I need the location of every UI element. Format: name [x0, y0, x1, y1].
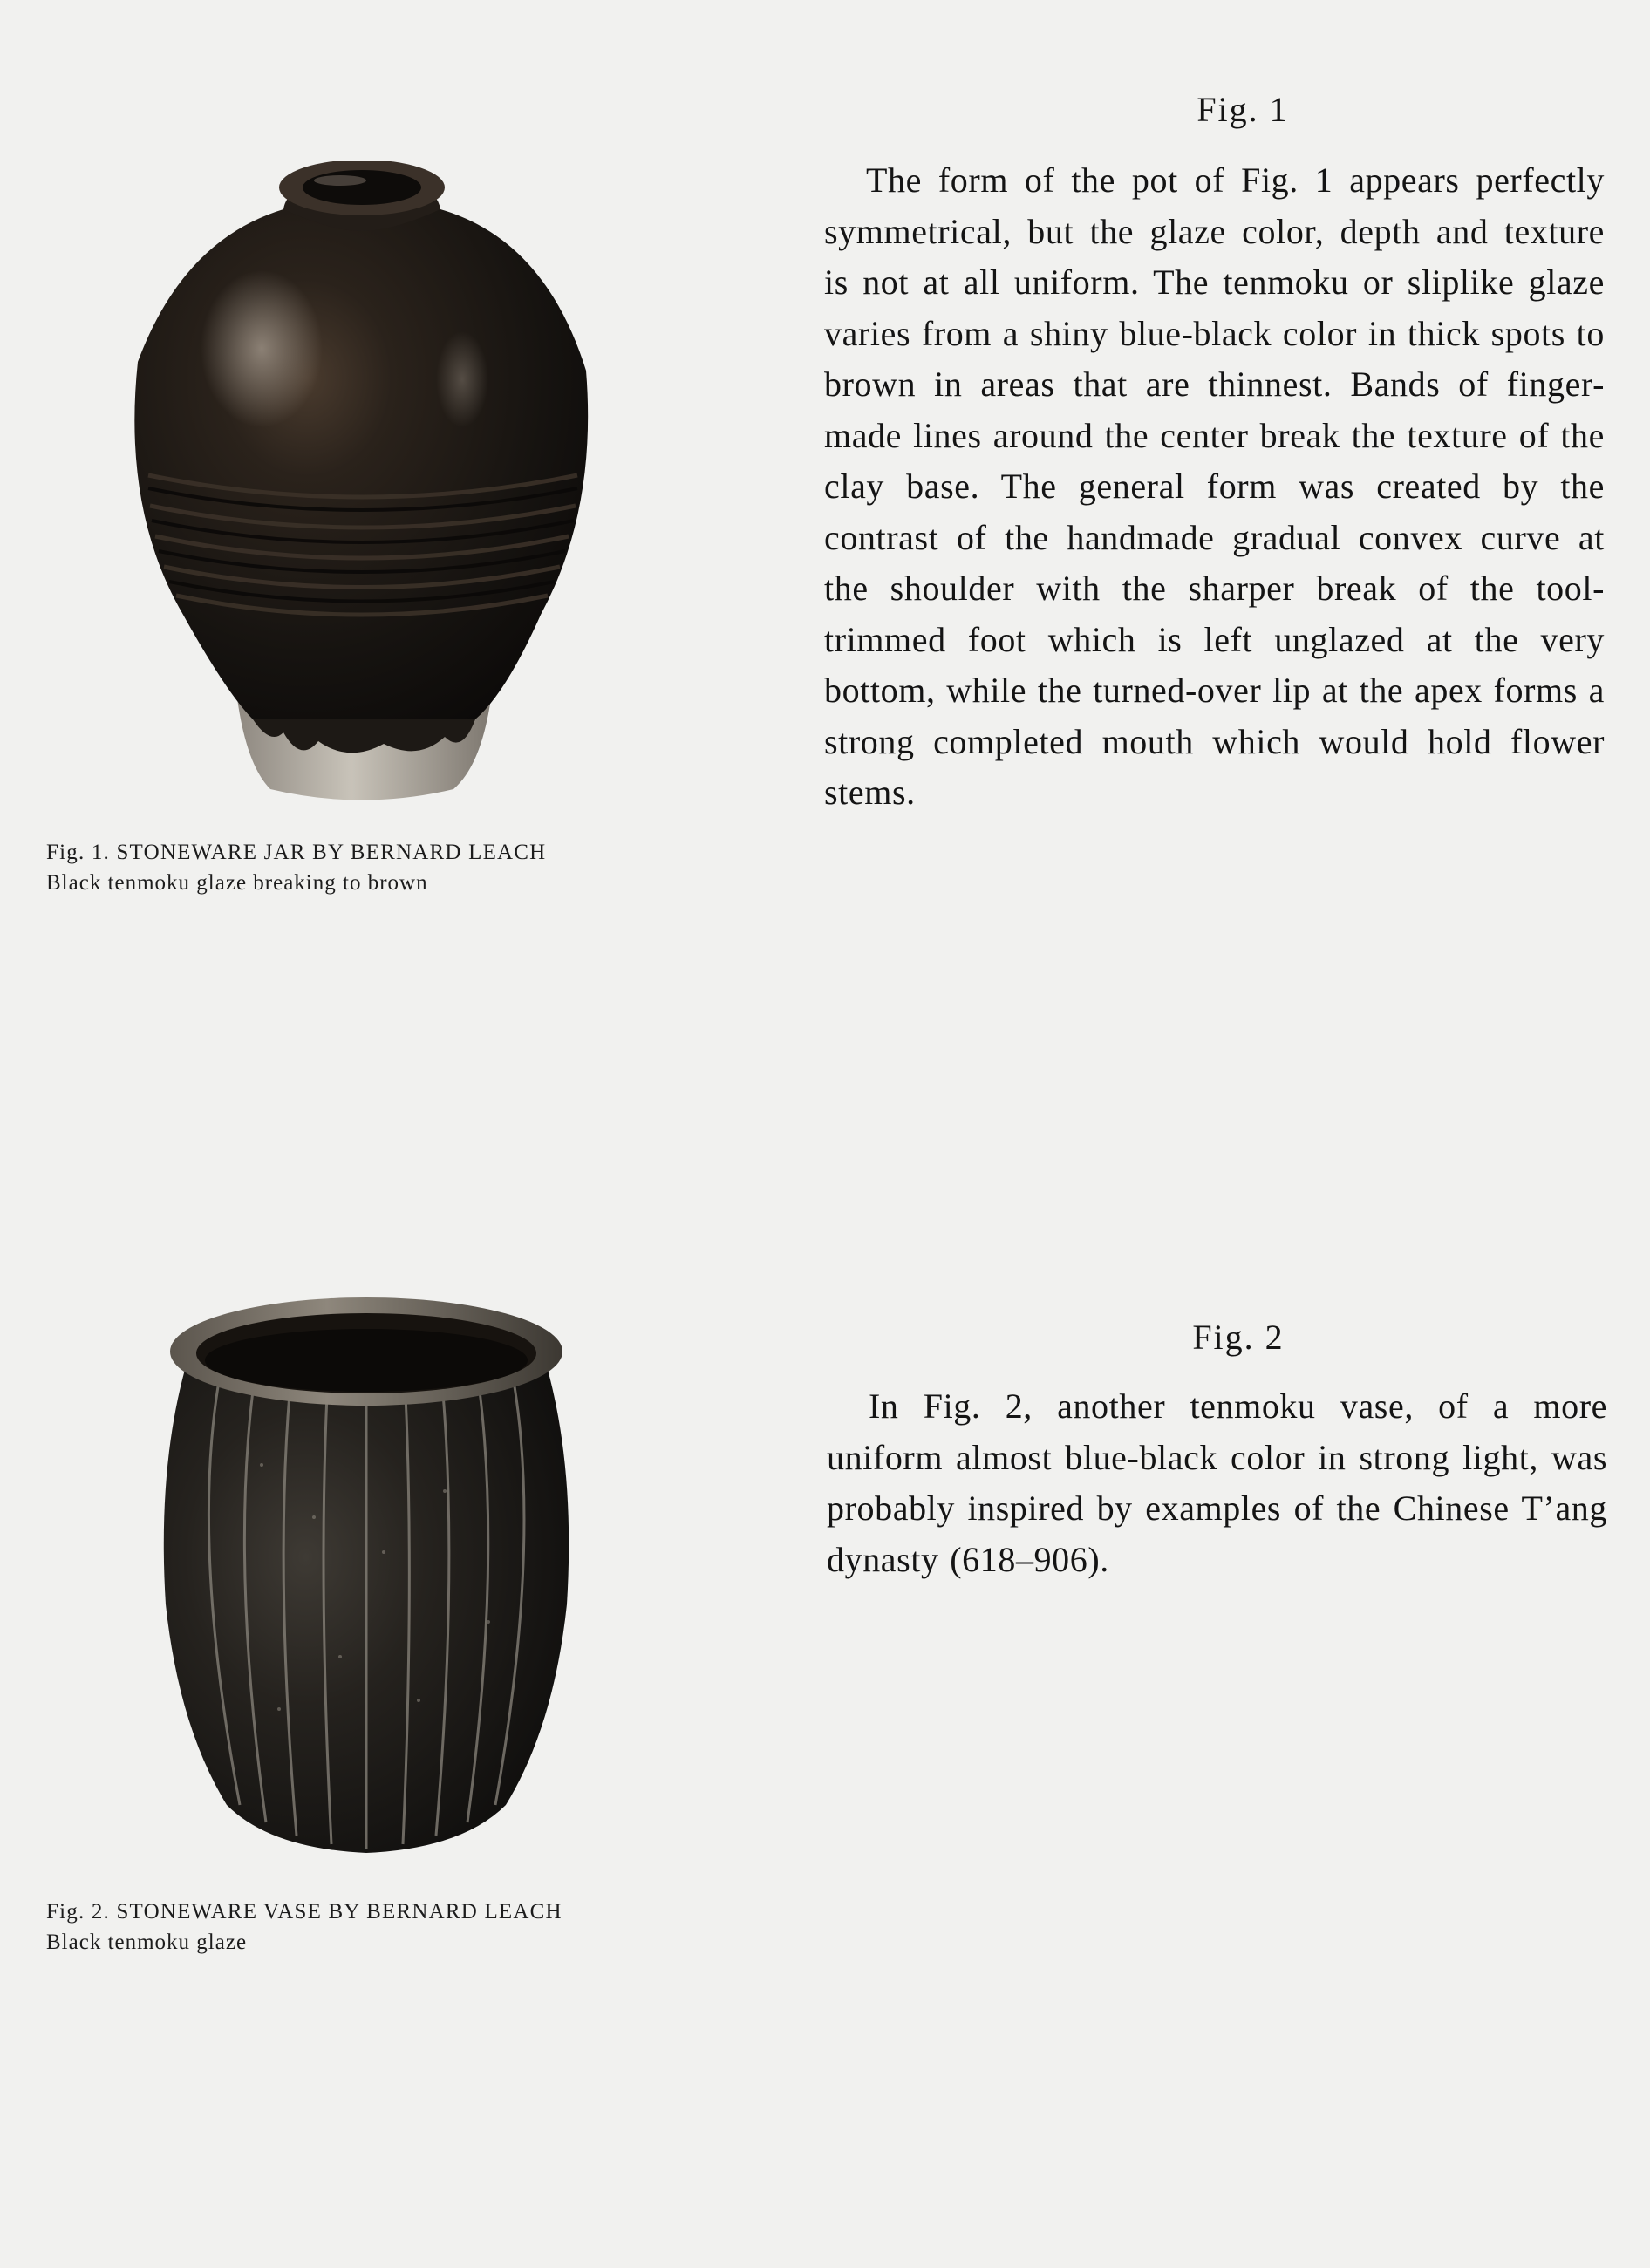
figure-2-paragraph: In Fig. 2, another tenmoku vase, of a more uniform almost blue-black color in strong light, was probably inspired by examples of the Chinese T’ang dynasty (618–906).	[827, 1386, 1607, 1579]
figure-1-paragraph: The form of the pot of Fig. 1 appears perfectly symmetrical, but the glaze color, depth and texture is not at all uniform. The tenmoku or sliplike glaze varies from a shiny blue-black color in thick spots to brown in areas that are thinnest. Bands of finger-made lines around the center break the texture of the clay base. The general form was created by the contrast of the handmade gradual convex curve at the shoulder with the sharper break of the tool-trimmed foot which is left unglazed at the very bottom, while the turned-over lip at the apex forms a strong completed mouth which would hold flower stems.	[824, 160, 1605, 812]
figure-2-heading: Fig. 2	[1192, 1318, 1285, 1357]
stoneware-vase-photo	[157, 1291, 576, 1857]
figure-1-caption-subtitle: Black tenmoku glaze breaking to brown	[46, 871, 428, 895]
figure-2-description	[827, 1381, 1607, 1585]
figure-2-caption-subtitle: Black tenmoku glaze	[46, 1931, 248, 1954]
figure-2-caption-title: Fig. 2. STONEWARE VASE BY BERNARD LEACH	[46, 1900, 562, 1924]
stoneware-jar-photo	[131, 161, 593, 815]
figure-1-caption	[46, 837, 546, 898]
figure-1-description	[824, 155, 1605, 819]
figure-2-caption	[46, 1897, 562, 1958]
figure-1-caption-title: Fig. 1. STONEWARE JAR BY BERNARD LEACH	[46, 841, 547, 864]
figure-1-heading: Fig. 1	[1197, 90, 1289, 129]
